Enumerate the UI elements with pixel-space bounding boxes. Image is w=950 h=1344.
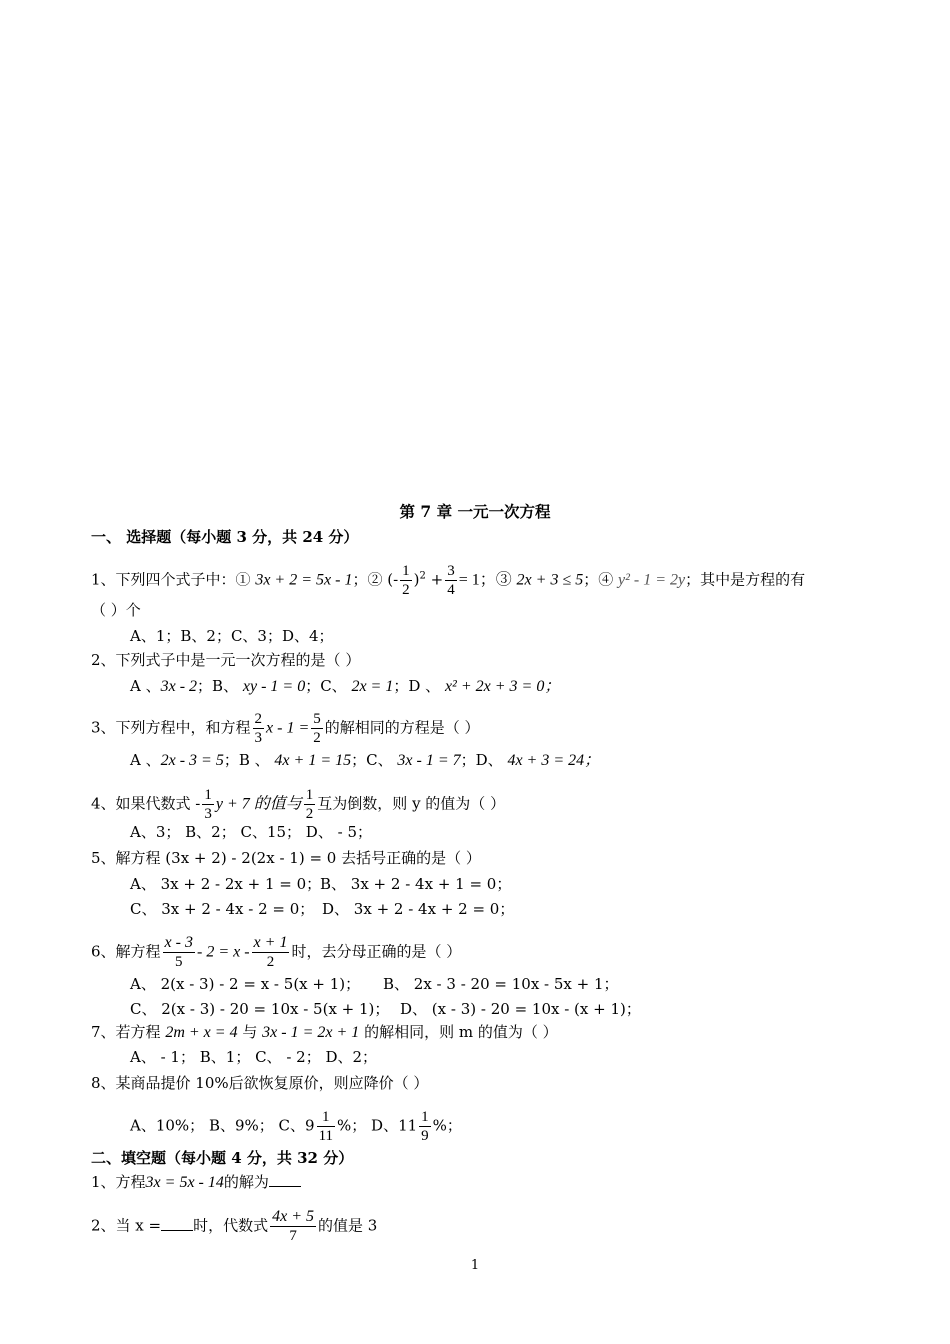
page-number: 1 xyxy=(470,1258,480,1273)
chapter-title: 第 7 章 一元一次方程 xyxy=(399,502,551,521)
question-8: 8、某商品提价 10%后欲恢复原价，则应降价（ ） xyxy=(91,1074,429,1092)
question-3-options: A 、2x - 3 = 5；B 、 4x + 1 = 15；C、 3x - 1 = 7；D、 4x + 3 = 24； xyxy=(130,751,601,769)
question-8-options: A、10%； B、9%； C、9 $\frac{1}{11}$ %； D、11 $\frac{1}{9}$ %； xyxy=(130,1109,462,1144)
question-6-option-a: A、 2(x - 3) - 2 = x - 5(x + 1)； xyxy=(130,975,361,993)
question-1: 1、下列四个式子中：① 3x + 2 = 5x - 1；② (- $\frac{1}{2}$ )$^2$ + $\frac{3}{4}$ = 1；③ 2x + 3 ≤ 5；④ y² - 1 = 2y；其中是方程的有 xyxy=(91,563,806,598)
question-1-options: A、1；B、2；C、3；D、4； xyxy=(130,627,334,645)
question-2-options: A 、3x - 2；B、 xy - 1 = 0；C、 2x = 1；D 、 x² + 2x + 3 = 0； xyxy=(130,677,561,695)
question-4: 4、如果代数式 - $\frac{1}{3}$ y + 7 的值与 $\frac{1}{2}$ 互为倒数，则 y 的值为（ ） xyxy=(91,787,506,822)
question-1-line2: （ ）个 xyxy=(91,601,141,619)
question-5-option-c: C、 3x + 2 - 4x - 2 = 0； xyxy=(130,900,315,918)
answer-blank[interactable] xyxy=(269,1172,301,1187)
section-heading-fill: 二、填空题（每小题 4 分，共 32 分） xyxy=(91,1149,354,1167)
question-3: 3、下列方程中，和方程 $\frac{2}{3}$ x - 1 = $\frac{5}{2}$ 的解相同的方程是（ ） xyxy=(91,711,480,746)
question-5-option-d: D、 3x + 2 - 4x + 2 = 0； xyxy=(322,900,515,918)
fill-question-2: 2、当 x = 时，代数式 $\frac{4x + 5}{7}$ 的值是 3 xyxy=(91,1208,378,1244)
question-7: 7、若方程 2m + x = 4 与 3x - 1 = 2x + 1 的解相同，则 m 的值为（ ） xyxy=(91,1023,558,1041)
question-5-option-b: B、 3x + 2 - 4x + 1 = 0； xyxy=(320,875,512,893)
question-2: 2、下列式子中是一元一次方程的是（ ） xyxy=(91,651,361,669)
question-7-options: A、 - 1； B、1； C、 - 2； D、2； xyxy=(130,1048,378,1066)
question-6-option-c: C、 2(x - 3) - 20 = 10x - 5(x + 1)； xyxy=(130,1000,390,1018)
question-4-options: A、3； B、2； C、15； D、 - 5； xyxy=(130,823,372,841)
question-5-option-a: A、 3x + 2 - 2x + 1 = 0； xyxy=(130,875,322,893)
section-heading-choice: 一、 选择题（每小题 3 分，共 24 分） xyxy=(91,528,359,546)
question-6-option-d: D、 (x - 3) - 20 = 10x - (x + 1)； xyxy=(400,1000,641,1018)
question-6-option-b: B、 2x - 3 - 20 = 10x - 5x + 1； xyxy=(383,975,619,993)
question-5: 5、解方程 (3x + 2) - 2(2x - 1) = 0 去括号正确的是（ ） xyxy=(91,849,481,867)
question-6: 6、解方程 $\frac{x - 3}{5}$ - 2 = x - $\frac{x + 1}{2}$ 时，去分母正确的是（ ） xyxy=(91,934,462,970)
answer-blank[interactable] xyxy=(161,1216,193,1231)
fill-question-1: 1、方程3x = 5x - 14的解为 xyxy=(91,1172,301,1193)
